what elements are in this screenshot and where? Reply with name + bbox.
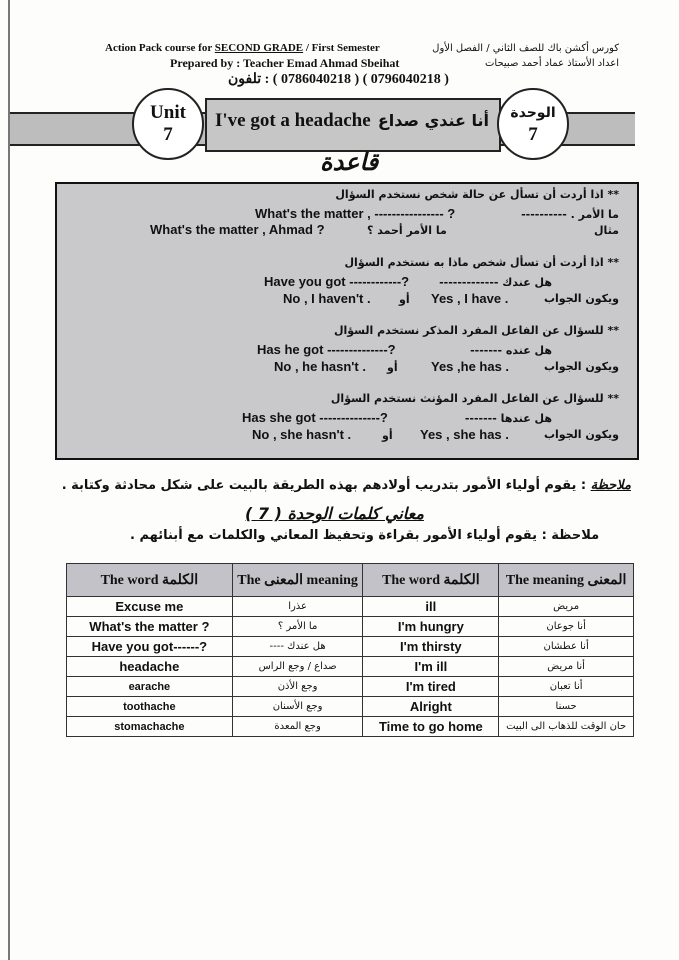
table-row	[67, 597, 634, 617]
rule3-answer-label: ويكون الجواب	[543, 360, 619, 373]
header-word-2: The word الكلمة	[363, 564, 499, 597]
grade-text: SECOND GRADE	[214, 42, 304, 54]
unit-number: 7	[163, 124, 173, 145]
word-cell: stomachache	[67, 717, 233, 737]
meaning-cell: أنا تعبان	[499, 677, 634, 697]
word-cell: I'm thirsty	[363, 637, 499, 657]
rule4-or: أو	[382, 429, 393, 442]
word-cell: Alright	[363, 697, 499, 717]
course-ar: كورس أكشن باك للصف الثاني / الفصل الأول	[432, 43, 619, 54]
rule2-or: أو	[399, 293, 410, 306]
rule4-yes: Yes , she has .	[420, 427, 509, 442]
prepared-by: Prepared by : Teacher Emad Ahmad Sbeihat	[170, 56, 400, 70]
vocab-note: ملاحظة : يقوم أولياء الأمور بقراءة وتحفيظ المعاني والكلمات مع أبنائهم .	[130, 528, 600, 543]
rule4-question-en: Has she got --------------?	[242, 410, 388, 425]
rule2-yes: Yes , I have .	[431, 291, 509, 306]
rule4-question-ar: هل عندها -------	[464, 412, 552, 425]
meaning-cell: وجع الأسنان	[232, 697, 363, 717]
rule2-question-ar: هل عندك -------------	[439, 276, 552, 289]
header-word-1: The word الكلمة	[67, 564, 233, 597]
rule-title: قاعدة	[320, 148, 379, 176]
table-row	[67, 717, 634, 737]
meaning-cell: أنا مريض	[499, 657, 634, 677]
table-header-row	[67, 564, 634, 597]
unit-title-ar: أنا عندي صداع	[377, 111, 489, 130]
rule2-answer-label: ويكون الجواب	[543, 292, 619, 305]
unit-circle-en	[132, 88, 204, 160]
note-label: ملاحظة	[590, 478, 631, 493]
word-cell: toothache	[67, 697, 233, 717]
meaning-cell: مريض	[499, 597, 634, 617]
table-row	[67, 677, 634, 697]
teacher-ar: اعداد الأستاذ عماد أحمد صبيحات	[485, 58, 619, 69]
meaning-cell: وجع الأذن	[232, 677, 363, 697]
word-cell: ill	[363, 597, 499, 617]
rule1-question-en: What's the matter , ---------------- ?	[255, 206, 456, 221]
rule1-question-ar: ما الأمر . ----------	[521, 208, 619, 221]
rule3-yes: Yes ,he has .	[431, 359, 510, 374]
rule1-example-label: مثال	[594, 224, 619, 237]
meaning-cell: صداع / وجع الراس	[232, 657, 363, 677]
rule3-no: No , he hasn't .	[274, 359, 366, 374]
rule1-example-en: What's the matter , Ahmad ?	[150, 222, 325, 237]
meaning-cell: أنا عطشان	[499, 637, 634, 657]
table-row	[67, 697, 634, 717]
word-cell: earache	[67, 677, 233, 697]
course-line	[105, 42, 380, 54]
unit-title-en: I've got a headache	[215, 110, 371, 131]
title-banner	[205, 98, 501, 152]
rule4-answer-label: ويكون الجواب	[543, 428, 619, 441]
rule4-no: No , she hasn't .	[252, 427, 352, 442]
word-cell: headache	[67, 657, 233, 677]
meaning-cell: عذرا	[232, 597, 363, 617]
course-text: Action Pack course for	[105, 42, 215, 54]
word-cell: I'm hungry	[363, 617, 499, 637]
meaning-cell: هل عندك ----	[232, 637, 363, 657]
phones: ( 0796040218 ) ( 0786040218 ) : تلفون	[228, 72, 449, 87]
note-text: : يقوم أولياء الأمور بتدريب أولادهم بهذه الطريقة بالبيت على شكل محادثة وكتابة .	[61, 478, 591, 493]
rule4-intro: ** للسؤال عن الفاعل المفرد المؤنث نستخدم السؤال	[330, 392, 619, 405]
table-row	[67, 617, 634, 637]
rule1-example-ar: ما الأمر أحمد ؟	[367, 224, 447, 237]
word-cell: I'm ill	[363, 657, 499, 677]
parents-note	[62, 478, 631, 493]
meaning-cell: حسنا	[499, 697, 634, 717]
rule3-or: أو	[387, 361, 398, 374]
unit-label: Unit	[150, 102, 186, 123]
word-cell: Have you got------?	[67, 637, 233, 657]
rule2-intro: ** اذا أردت أن تسأل شخص ماذا به نستخدم السؤال	[344, 256, 619, 269]
word-cell: I'm tired	[363, 677, 499, 697]
unit-label-ar: الوحدة	[510, 105, 556, 121]
table-row	[67, 637, 634, 657]
word-cell: Time to go home	[363, 717, 499, 737]
word-cell: What's the matter ?	[67, 617, 233, 637]
grammar-rules-box	[55, 182, 639, 460]
rule1-intro: ** اذا أردت أن تسأل عن حالة شخص نستخدم السؤال	[335, 188, 619, 201]
unit-number-ar: 7	[528, 124, 538, 145]
meaning-cell: أنا جوعان	[499, 617, 634, 637]
rule3-question-en: Has he got --------------?	[257, 342, 396, 357]
meaning-cell: ما الأمر ؟	[232, 617, 363, 637]
rule3-intro: ** للسؤال عن الفاعل المفرد المذكر نستخدم السؤال	[333, 324, 619, 337]
rule3-question-ar: هل عنده -------	[470, 344, 552, 357]
rule2-no: No , I haven't .	[283, 291, 371, 306]
semester-text: / First Semester	[303, 42, 380, 54]
meaning-cell: حان الوقت للذهاب الى البيت	[499, 717, 634, 737]
vocab-title: معاني كلمات الوحدة ( 7 )	[245, 504, 424, 523]
table-row	[67, 657, 634, 677]
meaning-cell: وجع المعدة	[232, 717, 363, 737]
rule2-question-en: Have you got ------------?	[264, 274, 410, 289]
unit-circle-ar	[497, 88, 569, 160]
header-meaning-2: The meaning المعنى	[499, 564, 634, 597]
header-meaning-1: The المعنى meaning	[232, 564, 363, 597]
vocabulary-table	[66, 563, 634, 737]
word-cell: Excuse me	[67, 597, 233, 617]
